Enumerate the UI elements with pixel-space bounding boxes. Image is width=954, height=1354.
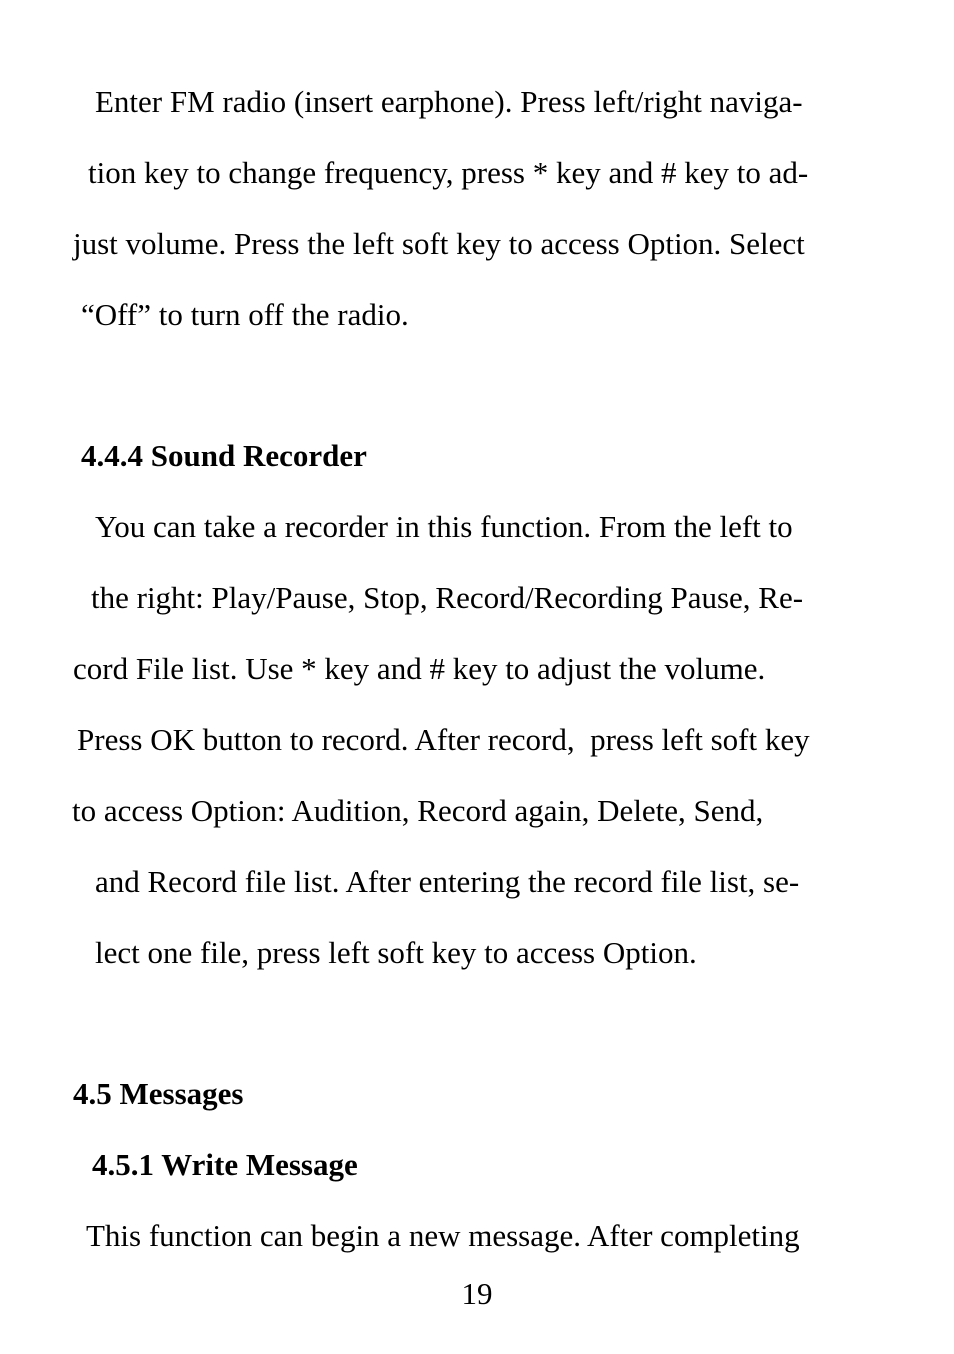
sound-recorder-line-7: lect one file, press left soft key to access Option. [95, 935, 697, 970]
write-message-line-1: This function can begin a new message. After completing [86, 1218, 800, 1253]
sound-recorder-line-5: to access Option: Audition, Record again, Delete, Send, [72, 793, 764, 828]
sound-recorder-line-2: the right: Play/Pause, Stop, Record/Recording Pause, Re- [91, 580, 804, 615]
page-number: 19 [461, 1276, 493, 1311]
fm-text-line-1: Enter FM radio (insert earphone). Press left/right naviga- [95, 84, 803, 119]
sound-recorder-line-6: and Record file list. After entering the record file list, se- [95, 864, 800, 899]
messages-heading: 4.5 Messages [73, 1076, 244, 1111]
write-message-heading: 4.5.1 Write Message [92, 1147, 358, 1182]
sound-recorder-heading: 4.4.4 Sound Recorder [81, 438, 367, 473]
fm-text-line-4: “Off” to turn off the radio. [81, 297, 409, 332]
sound-recorder-line-4: Press OK button to record. After record, press left soft key [77, 722, 810, 757]
fm-text-line-2: tion key to change frequency, press * key and # key to ad- [88, 155, 809, 190]
sound-recorder-line-3: cord File list. Use * key and # key to adjust the volume. [73, 651, 766, 686]
fm-text-line-3: just volume. Press the left soft key to access Option. Select [73, 226, 805, 261]
sound-recorder-line-1: You can take a recorder in this function. From the left to [95, 509, 793, 544]
